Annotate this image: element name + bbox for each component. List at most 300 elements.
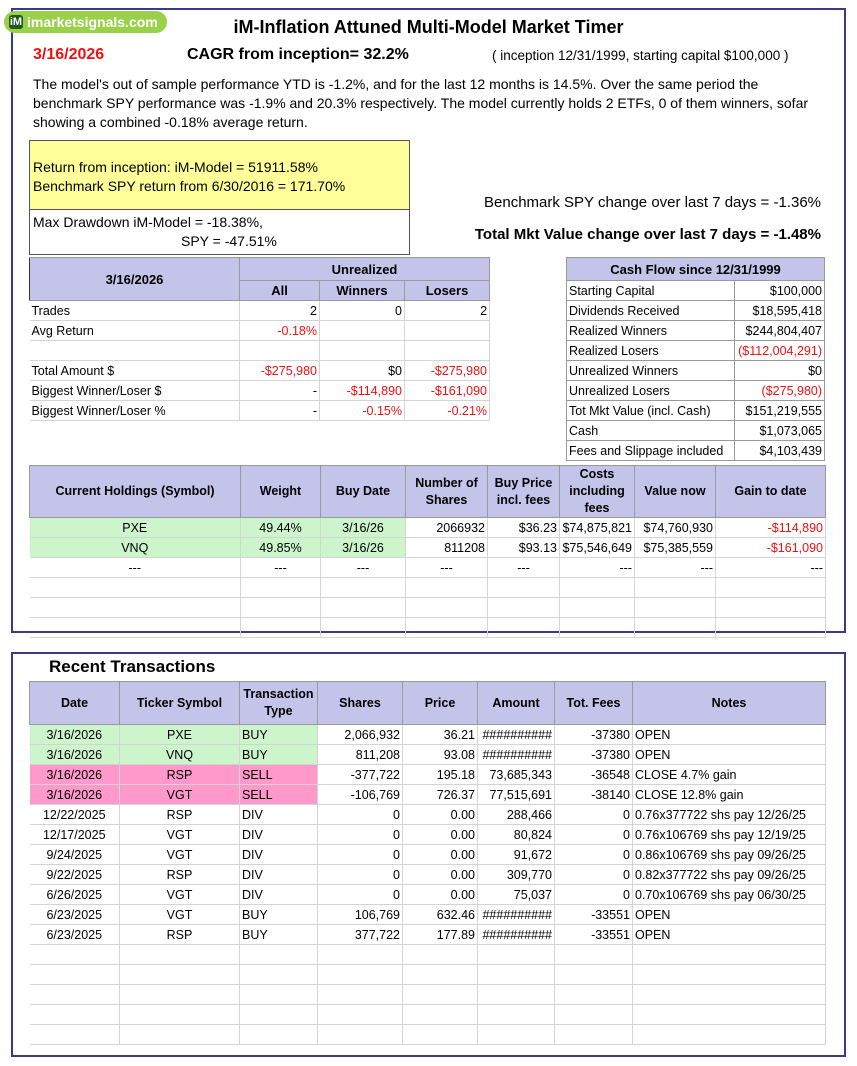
cashflow-row (567, 361, 825, 381)
empty-cell (321, 618, 406, 638)
transaction-row (30, 745, 826, 765)
cashflow-value: $100,000 (735, 281, 825, 301)
col-losers: Losers (405, 281, 490, 301)
transaction-cell: VGT (120, 885, 240, 905)
inception-text: ( inception 12/31/1999, starting capital $100,000 ) (492, 48, 789, 63)
transactions-header-cell: Notes (633, 682, 826, 725)
transactions-header-cell: Price (403, 682, 478, 725)
cashflow-value: $151,219,555 (735, 401, 825, 421)
empty-cell (30, 985, 120, 1005)
empty-cell (635, 598, 716, 618)
unrealized-all: 2 (240, 301, 320, 321)
cashflow-label: Starting Capital (567, 281, 735, 301)
empty-cell (633, 985, 826, 1005)
holding-cell: --- (30, 558, 241, 578)
transaction-cell: OPEN (633, 725, 826, 745)
transaction-cell: BUY (240, 745, 318, 765)
empty-cell (120, 945, 240, 965)
empty-cell (241, 618, 321, 638)
unrealized-winners: -$114,890 (320, 381, 405, 401)
holding-empty-row (30, 598, 826, 618)
transaction-cell: 0 (555, 825, 633, 845)
holdings-table (29, 465, 826, 638)
empty-cell (403, 1025, 478, 1045)
holding-cell: 49.85% (241, 538, 321, 558)
transaction-cell: ########## (478, 725, 555, 745)
empty-cell (403, 965, 478, 985)
holdings-header-cell: Weight (241, 466, 321, 518)
unrealized-all: - (240, 381, 320, 401)
transaction-cell: ########## (478, 905, 555, 925)
transaction-cell: 309,770 (478, 865, 555, 885)
transaction-row (30, 785, 826, 805)
empty-cell (403, 1005, 478, 1025)
cashflow-row (567, 441, 825, 461)
unrealized-all: -$275,980 (240, 361, 320, 381)
mktvalue-7day-change: Total Mkt Value change over last 7 days = -1.48% (474, 226, 821, 243)
holdings-body (30, 518, 826, 638)
drawdown-spy: SPY = -47.51% (181, 233, 277, 249)
cashflow-label: Dividends Received (567, 301, 735, 321)
holdings-header-cell: Buy Price incl. fees (488, 466, 560, 518)
transaction-cell: VGT (120, 785, 240, 805)
transaction-cell: DIV (240, 885, 318, 905)
cashflow-label: Realized Winners (567, 321, 735, 341)
holding-cell: --- (560, 558, 635, 578)
empty-cell (716, 598, 826, 618)
transactions-header-cell: Amount (478, 682, 555, 725)
transaction-cell: ########## (478, 745, 555, 765)
empty-cell (633, 965, 826, 985)
empty-cell (488, 578, 560, 598)
transaction-cell: DIV (240, 845, 318, 865)
empty-cell (240, 945, 318, 965)
transaction-cell: 0 (318, 805, 403, 825)
transaction-cell: 195.18 (403, 765, 478, 785)
transaction-cell: VGT (120, 845, 240, 865)
return-box (29, 140, 410, 210)
transaction-cell: 0.00 (403, 865, 478, 885)
unrealized-header: Unrealized (240, 258, 490, 281)
cashflow-row (567, 301, 825, 321)
holding-empty-row (30, 618, 826, 638)
transaction-cell: 632.46 (403, 905, 478, 925)
unrealized-winners (320, 341, 405, 361)
cashflow-row (567, 381, 825, 401)
transaction-cell: 0.82x377722 shs pay 09/26/25 (633, 865, 826, 885)
transaction-cell: 0 (555, 805, 633, 825)
cashflow-row (567, 281, 825, 301)
transactions-header-cell: Shares (318, 682, 403, 725)
transactions-header-cell: Ticker Symbol (120, 682, 240, 725)
transaction-cell: 9/24/2025 (30, 845, 120, 865)
holding-cell: $75,546,649 (560, 538, 635, 558)
transaction-cell: 0.76x106769 shs pay 12/19/25 (633, 825, 826, 845)
empty-cell (633, 1005, 826, 1025)
empty-cell (30, 1005, 120, 1025)
unrealized-row (30, 381, 490, 401)
holding-cell: --- (716, 558, 826, 578)
transaction-cell: 3/16/2026 (30, 785, 120, 805)
empty-cell (555, 965, 633, 985)
transaction-cell: -33551 (555, 925, 633, 945)
empty-cell (555, 1005, 633, 1025)
transaction-cell: ########## (478, 925, 555, 945)
transaction-cell: 0 (318, 825, 403, 845)
cagr-text: CAGR from inception= 32.2% (187, 46, 409, 63)
transaction-cell: RSP (120, 765, 240, 785)
transactions-header-row (30, 682, 826, 725)
unrealized-winners: -0.15% (320, 401, 405, 421)
unrealized-label: Avg Return (30, 321, 240, 341)
holding-cell: 3/16/26 (321, 518, 406, 538)
transaction-row (30, 905, 826, 925)
spy-7day-change: Benchmark SPY change over last 7 days = -1.36% (484, 194, 821, 211)
transaction-cell: 6/23/2025 (30, 925, 120, 945)
transaction-cell: -377,722 (318, 765, 403, 785)
empty-cell (318, 1005, 403, 1025)
cashflow-label: Fees and Slippage included (567, 441, 735, 461)
empty-cell (555, 945, 633, 965)
unrealized-label: Biggest Winner/Loser $ (30, 381, 240, 401)
empty-cell (30, 598, 241, 618)
empty-cell (318, 945, 403, 965)
unrealized-label (30, 341, 240, 361)
unrealized-row (30, 301, 490, 321)
transaction-cell: 3/16/2026 (30, 725, 120, 745)
transaction-cell: 0.86x106769 shs pay 09/26/25 (633, 845, 826, 865)
report-date: 3/16/2026 (33, 46, 105, 63)
holding-cell: PXE (30, 518, 241, 538)
transaction-empty-row (30, 945, 826, 965)
transaction-empty-row (30, 965, 826, 985)
logo-text: imarketsignals.com (27, 14, 158, 30)
transaction-cell: 726.37 (403, 785, 478, 805)
transaction-cell: 377,722 (318, 925, 403, 945)
transaction-cell: SELL (240, 765, 318, 785)
transaction-cell: DIV (240, 865, 318, 885)
holding-cell: -$114,890 (716, 518, 826, 538)
transaction-cell: 177.89 (403, 925, 478, 945)
empty-cell (716, 578, 826, 598)
transaction-cell: -37380 (555, 745, 633, 765)
transaction-cell: 0.70x106769 shs pay 06/30/25 (633, 885, 826, 905)
transaction-cell: PXE (120, 725, 240, 745)
empty-cell (321, 578, 406, 598)
unrealized-label: Total Amount $ (30, 361, 240, 381)
empty-cell (240, 965, 318, 985)
transaction-cell: 0 (318, 885, 403, 905)
transaction-cell: RSP (120, 805, 240, 825)
cashflow-value: $4,103,439 (735, 441, 825, 461)
transactions-title: Recent Transactions (49, 657, 216, 676)
return-model: Return from inception: iM-Model = 51911.58% (33, 159, 318, 175)
transaction-cell: 0.76x377722 shs pay 12/26/25 (633, 805, 826, 825)
transaction-cell: 2,066,932 (318, 725, 403, 745)
cashflow-value: ($275,980) (735, 381, 825, 401)
transaction-cell: 106,769 (318, 905, 403, 925)
empty-cell (488, 598, 560, 618)
col-all: All (240, 281, 320, 301)
empty-cell (120, 985, 240, 1005)
cashflow-title: Cash Flow since 12/31/1999 (567, 258, 825, 281)
empty-cell (241, 598, 321, 618)
drawdown-model: Max Drawdown iM-Model = -18.38%, (33, 214, 263, 230)
holding-cell: $93.13 (488, 538, 560, 558)
holding-cell: VNQ (30, 538, 241, 558)
return-benchmark: Benchmark SPY return from 6/30/2016 = 171.70% (33, 178, 346, 194)
empty-cell (318, 965, 403, 985)
empty-cell (120, 1025, 240, 1045)
transaction-cell: 0 (555, 845, 633, 865)
transaction-cell: 3/16/2026 (30, 765, 120, 785)
holdings-header-cell: Buy Date (321, 466, 406, 518)
empty-cell (30, 965, 120, 985)
empty-cell (318, 985, 403, 1005)
holding-cell: 3/16/26 (321, 538, 406, 558)
holding-cell: $74,875,821 (560, 518, 635, 538)
unrealized-row (30, 361, 490, 381)
transaction-cell: RSP (120, 865, 240, 885)
holdings-header-row (30, 466, 826, 518)
empty-cell (478, 1005, 555, 1025)
page-title: iM-Inflation Attuned Multi-Model Market Timer (233, 17, 624, 37)
unrealized-all (240, 341, 320, 361)
unrealized-label: Trades (30, 301, 240, 321)
holding-cell: $74,760,930 (635, 518, 716, 538)
unrealized-row (30, 341, 490, 361)
empty-cell (478, 965, 555, 985)
transaction-row (30, 925, 826, 945)
transaction-cell: CLOSE 4.7% gain (633, 765, 826, 785)
transaction-cell: 0.00 (403, 845, 478, 865)
unrealized-table (29, 257, 490, 421)
transaction-cell: 811,208 (318, 745, 403, 765)
transaction-cell: DIV (240, 805, 318, 825)
unrealized-row (30, 401, 490, 421)
cashflow-value: $18,595,418 (735, 301, 825, 321)
cashflow-row (567, 321, 825, 341)
empty-cell (241, 578, 321, 598)
transaction-empty-row (30, 985, 826, 1005)
transaction-cell: 0 (318, 865, 403, 885)
transaction-cell: 3/16/2026 (30, 745, 120, 765)
holding-cell: 2066932 (406, 518, 488, 538)
transactions-header-cell: Date (30, 682, 120, 725)
transaction-cell: 9/22/2025 (30, 865, 120, 885)
holdings-header-cell: Costs including fees (560, 466, 635, 518)
empty-cell (633, 945, 826, 965)
transaction-cell: -36548 (555, 765, 633, 785)
holding-cell: --- (406, 558, 488, 578)
transaction-cell: 6/26/2025 (30, 885, 120, 905)
transaction-cell: 0 (555, 885, 633, 905)
empty-cell (560, 598, 635, 618)
transactions-body (30, 725, 826, 1045)
cashflow-body (567, 281, 825, 461)
holding-cell: --- (321, 558, 406, 578)
unrealized-winners (320, 321, 405, 341)
transaction-row (30, 725, 826, 745)
transactions-header-cell: Transaction Type (240, 682, 318, 725)
transaction-empty-row (30, 1025, 826, 1045)
transaction-cell: SELL (240, 785, 318, 805)
transaction-cell: 0 (555, 865, 633, 885)
transaction-row (30, 885, 826, 905)
empty-cell (30, 618, 241, 638)
summary-text: The model's out of sample performance YTD is -1.2%, and for the last 12 months is 14.5%. Over the same period the benchmark SPY performance was -1.9% and 20.3% respectively. The model currently holds 2 ETFs, 0 of them winners, sofar showing a combined -0.18% average return. (33, 76, 809, 130)
transaction-cell: 0 (318, 845, 403, 865)
unrealized-row (30, 321, 490, 341)
unrealized-losers: -$275,980 (405, 361, 490, 381)
cashflow-label: Unrealized Winners (567, 361, 735, 381)
transaction-cell: BUY (240, 925, 318, 945)
logo-badge: iM (9, 16, 23, 28)
cashflow-row (567, 401, 825, 421)
transaction-cell: 91,672 (478, 845, 555, 865)
holding-cell: $75,385,559 (635, 538, 716, 558)
empty-cell (240, 1025, 318, 1045)
empty-cell (560, 618, 635, 638)
holding-cell: --- (241, 558, 321, 578)
drawdown-box (29, 209, 410, 255)
unrealized-body (30, 301, 490, 421)
col-winners: Winners (320, 281, 405, 301)
empty-cell (478, 945, 555, 965)
transaction-cell: VGT (120, 905, 240, 925)
transaction-row (30, 865, 826, 885)
empty-cell (488, 618, 560, 638)
cashflow-label: Tot Mkt Value (incl. Cash) (567, 401, 735, 421)
empty-cell (240, 1005, 318, 1025)
transaction-cell: -38140 (555, 785, 633, 805)
cashflow-value: $0 (735, 361, 825, 381)
unrealized-all: - (240, 401, 320, 421)
empty-cell (555, 985, 633, 1005)
transactions-table (29, 681, 826, 1045)
transaction-cell: CLOSE 12.8% gain (633, 785, 826, 805)
holding-empty-row (30, 578, 826, 598)
transaction-cell: 12/22/2025 (30, 805, 120, 825)
holding-row (30, 518, 826, 538)
cashflow-label: Cash (567, 421, 735, 441)
holding-row (30, 558, 826, 578)
transaction-cell: -106,769 (318, 785, 403, 805)
empty-cell (403, 985, 478, 1005)
empty-cell (635, 618, 716, 638)
empty-cell (560, 578, 635, 598)
empty-cell (30, 945, 120, 965)
transaction-cell: DIV (240, 825, 318, 845)
transaction-cell: 6/23/2025 (30, 905, 120, 925)
unrealized-winners: 0 (320, 301, 405, 321)
transaction-row (30, 805, 826, 825)
unrealized-losers: 2 (405, 301, 490, 321)
empty-cell (318, 1025, 403, 1045)
empty-cell (478, 1025, 555, 1045)
holding-cell: --- (488, 558, 560, 578)
transaction-cell: 288,466 (478, 805, 555, 825)
transaction-cell: 80,824 (478, 825, 555, 845)
transaction-cell: 36.21 (403, 725, 478, 745)
cashflow-label: Unrealized Losers (567, 381, 735, 401)
transaction-cell: 0.00 (403, 805, 478, 825)
holding-cell: 49.44% (241, 518, 321, 538)
cashflow-row (567, 421, 825, 441)
empty-cell (406, 578, 488, 598)
transaction-cell: RSP (120, 925, 240, 945)
empty-cell (555, 1025, 633, 1045)
transaction-cell: 12/17/2025 (30, 825, 120, 845)
transaction-cell: 73,685,343 (478, 765, 555, 785)
transaction-cell: BUY (240, 725, 318, 745)
empty-cell (716, 618, 826, 638)
empty-cell (30, 578, 241, 598)
empty-cell (635, 578, 716, 598)
holdings-header-cell: Number of Shares (406, 466, 488, 518)
transaction-row (30, 765, 826, 785)
transaction-cell: 0.00 (403, 825, 478, 845)
unrealized-losers: -$161,090 (405, 381, 490, 401)
transaction-cell: 77,515,691 (478, 785, 555, 805)
transaction-empty-row (30, 1005, 826, 1025)
unrealized-label: Biggest Winner/Loser % (30, 401, 240, 421)
unrealized-date: 3/16/2026 (30, 258, 240, 301)
unrealized-all: -0.18% (240, 321, 320, 341)
transaction-cell: -37380 (555, 725, 633, 745)
transaction-cell: OPEN (633, 925, 826, 945)
holding-cell: $36.23 (488, 518, 560, 538)
transaction-cell: BUY (240, 905, 318, 925)
unrealized-losers: -0.21% (405, 401, 490, 421)
transaction-cell: VGT (120, 825, 240, 845)
transaction-cell: 0.00 (403, 885, 478, 905)
cashflow-value: $244,804,407 (735, 321, 825, 341)
unrealized-losers (405, 341, 490, 361)
transaction-cell: VNQ (120, 745, 240, 765)
empty-cell (478, 985, 555, 1005)
empty-cell (406, 618, 488, 638)
cashflow-value: ($112,004,291) (735, 341, 825, 361)
holding-cell: 811208 (406, 538, 488, 558)
empty-cell (403, 945, 478, 965)
transaction-cell: -33551 (555, 905, 633, 925)
holding-cell: --- (635, 558, 716, 578)
transaction-cell: 75,037 (478, 885, 555, 905)
holdings-header-cell: Gain to date (716, 466, 826, 518)
empty-cell (240, 985, 318, 1005)
holdings-header-cell: Current Holdings (Symbol) (30, 466, 241, 518)
cashflow-table (566, 257, 825, 461)
transactions-header-cell: Tot. Fees (555, 682, 633, 725)
empty-cell (321, 598, 406, 618)
holding-cell: -$161,090 (716, 538, 826, 558)
unrealized-losers (405, 321, 490, 341)
transaction-cell: 93.08 (403, 745, 478, 765)
holding-row (30, 538, 826, 558)
transaction-row (30, 845, 826, 865)
empty-cell (633, 1025, 826, 1045)
cashflow-label: Realized Losers (567, 341, 735, 361)
transaction-row (30, 825, 826, 845)
empty-cell (406, 598, 488, 618)
cashflow-row (567, 341, 825, 361)
cashflow-value: $1,073,065 (735, 421, 825, 441)
holdings-header-cell: Value now (635, 466, 716, 518)
transaction-cell: OPEN (633, 905, 826, 925)
unrealized-winners: $0 (320, 361, 405, 381)
empty-cell (120, 965, 240, 985)
